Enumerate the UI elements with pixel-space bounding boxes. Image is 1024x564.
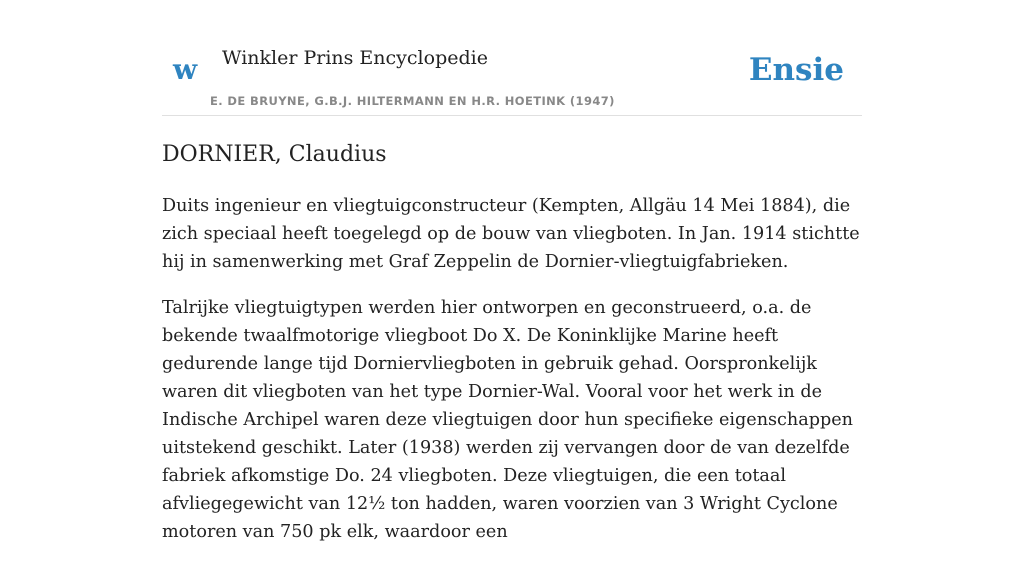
- entry-title: DORNIER, Claudius: [162, 142, 387, 167]
- entry-body: [162, 192, 862, 564]
- paragraph: Duits ingenieur en vliegtuigconstructeur (Kempten, Allgäu 14 Mei 1884), die zich speciaal heeft toegelegd op de bouw van vliegboten. In Jan. 1914 stichtte hij in samenwerking met Graf Zeppelin de Dornier-vliegtuigfabrieken.: [162, 196, 860, 272]
- paragraph: Talrijke vliegtuigtypen werden hier ontworpen en geconstrueerd, o.a. de bekende twaalfmotorige vliegboot Do X. De Koninklijke Marine heeft gedurende lange tijd Dorniervliegboten in gebruik gehad. Oorspronkelijk waren dit vliegboten van het type Dornier-Wal. Vooral voor het werk in de Indische Archipel waren deze vliegtuigen door hun specifieke eigenschappen uitstekend geschikt. Later (1938) werden zij vervangen door de van dezelfde fabriek afkomstige Do. 24 vliegboten. Deze vliegtuigen, die een totaal afvliegegewicht van 12½ ton hadden, waren voorzien van 3 Wright Cyclone motoren van 750 pk elk, waardoor een: [162, 298, 853, 542]
- winkler-prins-logo[interactable]: w: [173, 53, 198, 86]
- page: [162, 0, 862, 542]
- site-header: [162, 0, 862, 116]
- authors-line: E. DE BRUYNE, G.B.J. HILTERMANN EN H.R. HOETINK (1947): [210, 94, 615, 108]
- ensie-logo[interactable]: Ensie: [748, 52, 844, 88]
- encyclopedia-title[interactable]: Winkler Prins Encyclopedie: [222, 47, 488, 69]
